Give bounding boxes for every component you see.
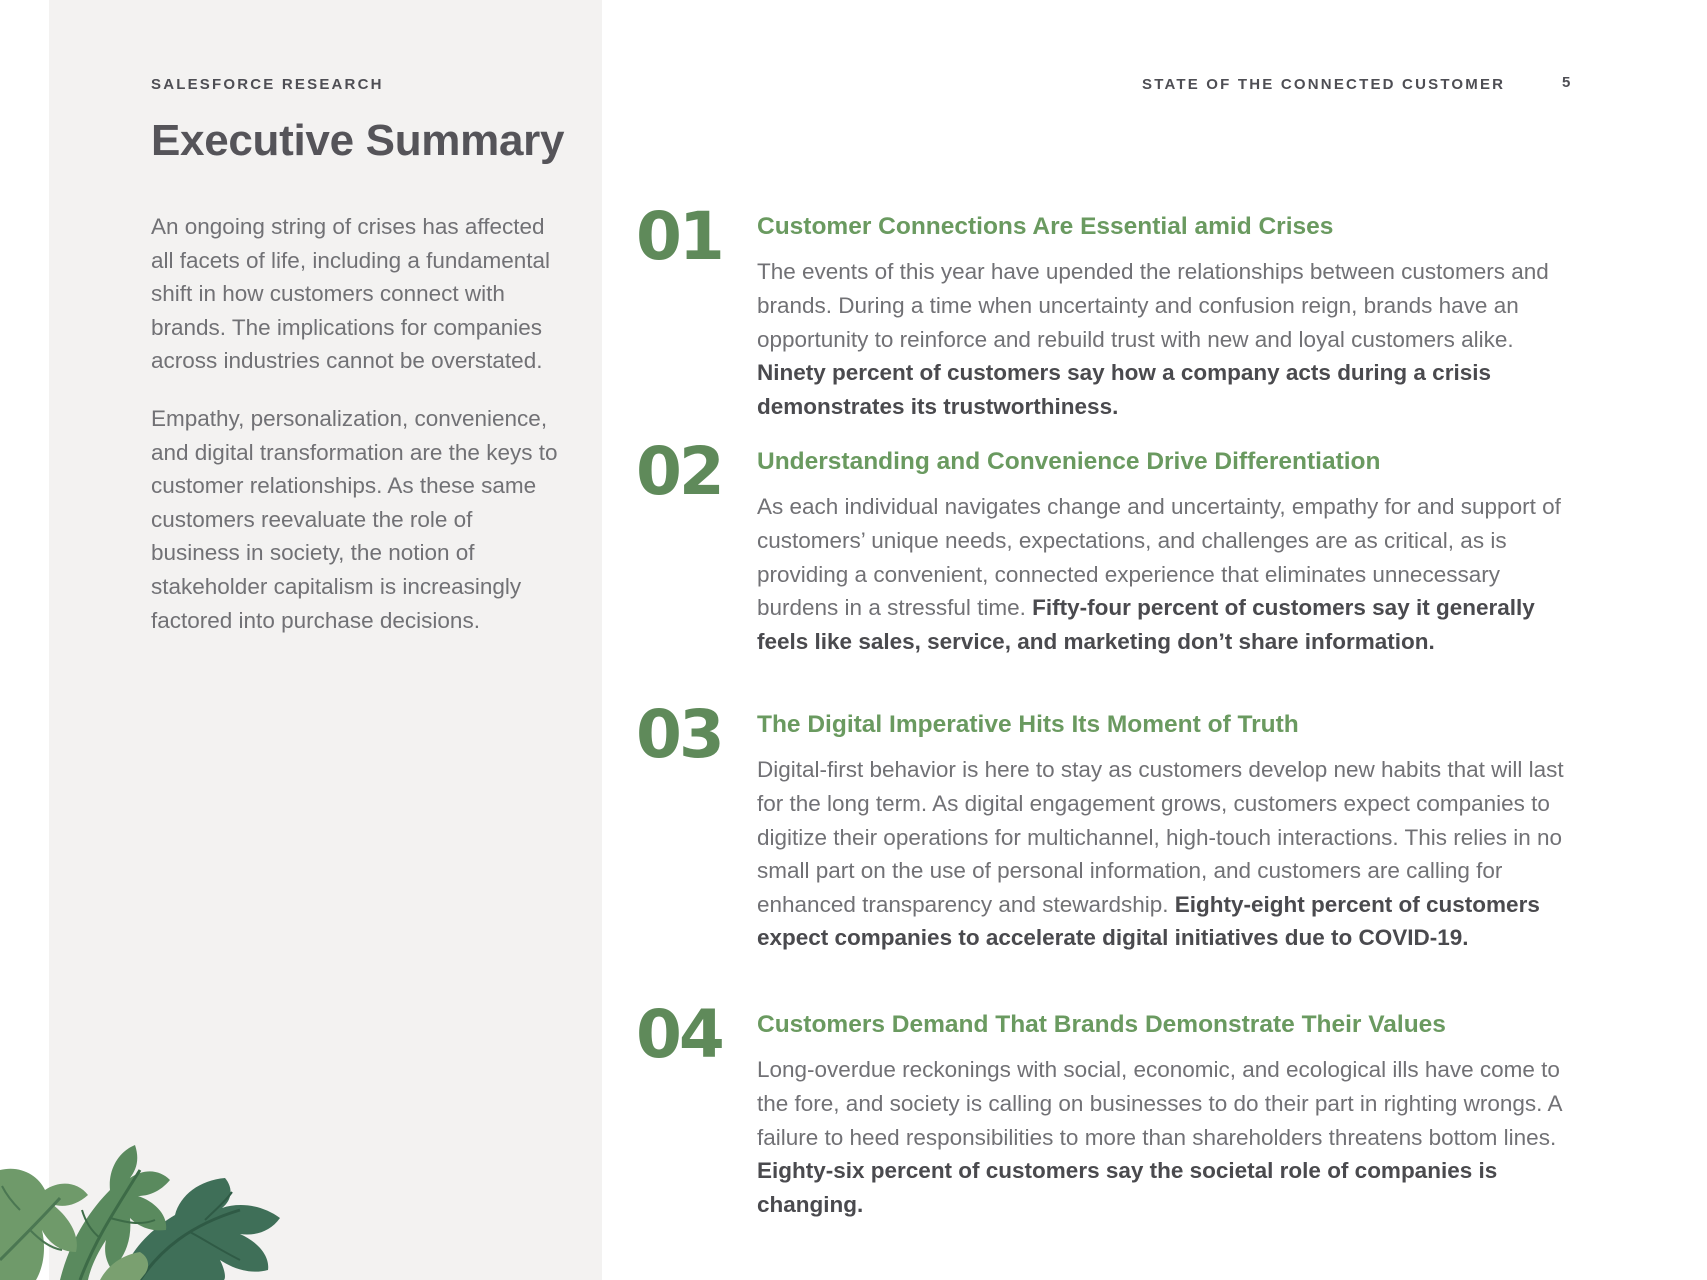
section-heading: The Digital Imperative Hits Its Moment of Truth: [757, 711, 1299, 738]
section-body: [757, 490, 1577, 658]
report-title-eyebrow: STATE OF THE CONNECTED CUSTOMER: [1142, 76, 1506, 93]
section-highlight: Eighty-six percent of customers say the societal role of companies is changing.: [757, 1158, 1498, 1217]
section-body-text: Digital-first behavior is here to stay as customers develop new habits that will last for the long term. As digital engagement grows, customers expect companies to digitize their operations for multichannel, high-touch interactions. This relies in no small part on the use of personal information, and customers are calling for enhanced transparency and stewardship.: [757, 757, 1564, 917]
section-body: [757, 753, 1577, 955]
section-body-text: As each individual navigates change and uncertainty, empathy for and support of customers’ unique needs, expectations, and challenges are as critical, as is providing a convenient, connected experience that eliminates unnecessary burdens in a stressful time.: [757, 494, 1561, 621]
section-heading: Customer Connections Are Essential amid Crises: [757, 213, 1334, 240]
section-number: 03: [636, 696, 722, 773]
section-content: [757, 1010, 1577, 1221]
section-content: [757, 212, 1577, 423]
intro-paragraph-2: Empathy, personalization, convenience, and digital transformation are the keys to customer relationships. As these same customers reevaluate the role of business in society, the notion of stakeholder capitalism is increasingly factored into purchase decisions.: [151, 405, 558, 633]
section-highlight: Ninety percent of customers say how a company acts during a crisis demonstrates its trustworthiness.: [757, 360, 1491, 419]
brand-eyebrow: SALESFORCE RESEARCH: [151, 76, 384, 93]
intro-text: [151, 210, 561, 661]
page-number: 5: [1562, 74, 1571, 91]
intro-paragraph-1: An ongoing string of crises has affected all facets of life, including a fundamental shift in how customers connect with brands. The implications for companies across industries cannot be overstated.: [151, 214, 550, 374]
section-highlight: Fifty-four percent of customers say it generally feels like sales, service, and marketing don’t share information.: [757, 595, 1535, 654]
section-number: 01: [636, 198, 722, 275]
section-heading: Understanding and Convenience Drive Differentiation: [757, 448, 1381, 475]
section-body-text: Long-overdue reckonings with social, economic, and ecological ills have come to the fore, and society is calling on businesses to do their part in righting wrongs. A failure to heed responsibilities to more than shareholders threatens bottom lines.: [757, 1057, 1562, 1150]
page-title: Executive Summary: [151, 116, 565, 165]
section-number: 04: [636, 996, 722, 1073]
section-body-text: The events of this year have upended the relationships between customers and brands. During a time when uncertainty and confusion reign, brands have an opportunity to reinforce and rebuild trust with new and loyal customers alike.: [757, 259, 1549, 352]
section-number: 02: [636, 433, 722, 510]
section-content: [757, 710, 1577, 955]
section-body: [757, 255, 1577, 423]
section-heading: Customers Demand That Brands Demonstrate Their Values: [757, 1011, 1446, 1038]
section-highlight: Eighty-eight percent of customers expect companies to accelerate digital initiatives due to COVID-19.: [757, 891, 1540, 951]
section-content: [757, 447, 1577, 658]
oak-leaves-icon: [0, 1110, 300, 1280]
section-body: [757, 1053, 1577, 1221]
